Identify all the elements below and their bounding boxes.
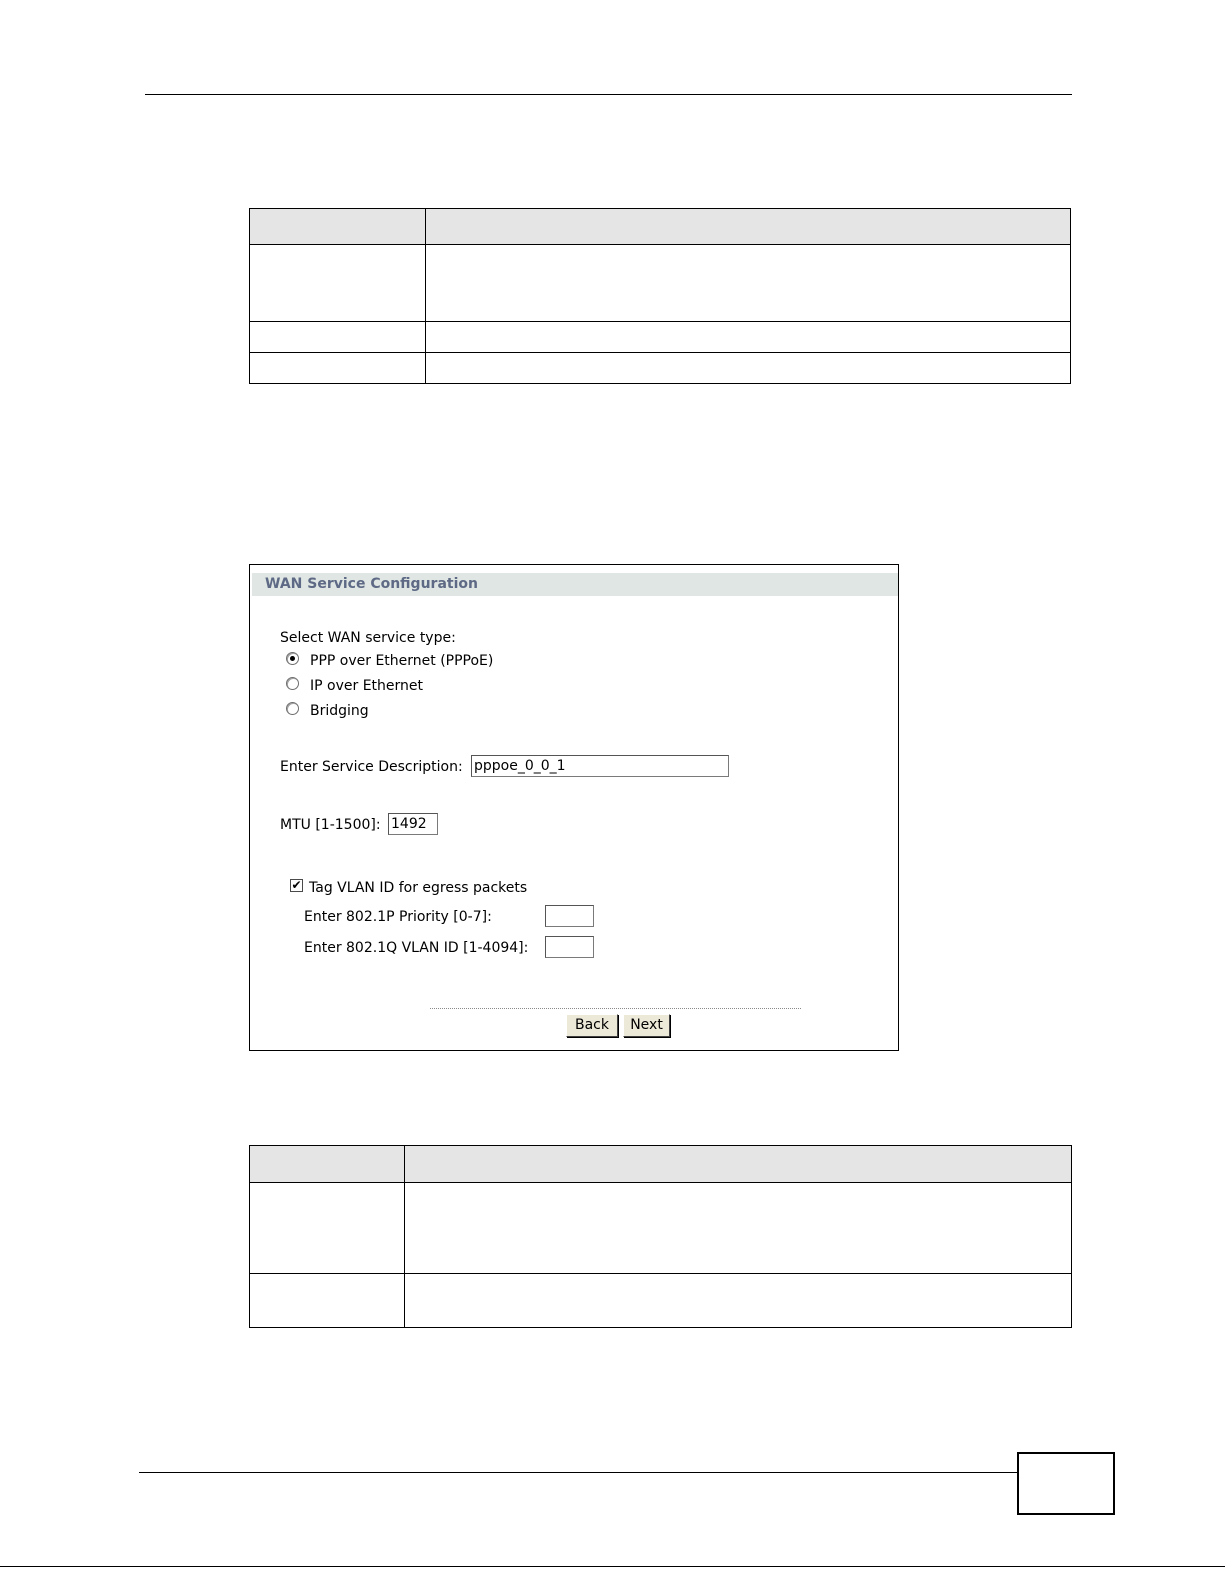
radio-ipoe-label[interactable]: IP over Ethernet	[310, 678, 423, 694]
table-row	[250, 1183, 1072, 1274]
table-row	[250, 1274, 1072, 1328]
table-header-row	[250, 1146, 1072, 1183]
table-cell	[405, 1183, 1072, 1274]
next-button[interactable]: Next	[623, 1014, 670, 1037]
wan-service-panel	[249, 564, 899, 1051]
bottom-rule	[0, 1566, 1225, 1567]
back-button[interactable]: Back	[566, 1014, 618, 1037]
table-cell	[250, 322, 426, 353]
priority-input[interactable]	[545, 905, 594, 927]
table-cell	[250, 245, 426, 322]
checkmark-icon: ✔	[291, 878, 302, 892]
mtu-label: MTU [1-1500]:	[280, 817, 381, 833]
table-cell	[426, 245, 1071, 322]
radio-bridging[interactable]	[286, 702, 299, 715]
mtu-input[interactable]: 1492	[388, 813, 438, 835]
table-cell	[250, 1183, 405, 1274]
radio-ipoe[interactable]	[286, 677, 299, 690]
table-cell	[426, 322, 1071, 353]
table-cell	[405, 1274, 1072, 1328]
table-header-cell	[250, 1146, 405, 1183]
table-row	[250, 245, 1071, 322]
page-number-box	[1017, 1452, 1115, 1515]
priority-label: Enter 802.1P Priority [0-7]:	[304, 909, 492, 925]
radio-bridging-label[interactable]: Bridging	[310, 703, 369, 719]
panel-title-bar	[252, 573, 898, 596]
vlan-id-label: Enter 802.1Q VLAN ID [1-4094]:	[304, 940, 529, 956]
table-header-row	[250, 209, 1071, 245]
table-cell	[426, 353, 1071, 384]
vlan-tag-checkbox[interactable]	[290, 879, 303, 892]
service-description-label: Enter Service Description:	[280, 759, 463, 775]
service-description-input[interactable]: pppoe_0_0_1	[471, 755, 729, 777]
radio-pppoe[interactable]	[286, 652, 299, 665]
upper-table	[249, 208, 1071, 384]
table-cell	[250, 353, 426, 384]
radio-selected-dot	[290, 656, 295, 661]
button-separator	[430, 1008, 801, 1009]
table-row	[250, 353, 1071, 384]
table-header-cell	[250, 209, 426, 245]
table-cell	[250, 1274, 405, 1328]
service-type-label: Select WAN service type:	[280, 630, 456, 646]
radio-pppoe-label[interactable]: PPP over Ethernet (PPPoE)	[310, 653, 494, 669]
table-header-cell	[405, 1146, 1072, 1183]
vlan-id-input[interactable]	[545, 936, 594, 958]
vlan-tag-label[interactable]: Tag VLAN ID for egress packets	[309, 880, 528, 896]
header-rule	[145, 94, 1072, 95]
panel-title: WAN Service Configuration	[265, 576, 478, 592]
footer-rule	[139, 1472, 1017, 1473]
lower-table	[249, 1145, 1072, 1328]
table-header-cell	[426, 209, 1071, 245]
table-row	[250, 322, 1071, 353]
